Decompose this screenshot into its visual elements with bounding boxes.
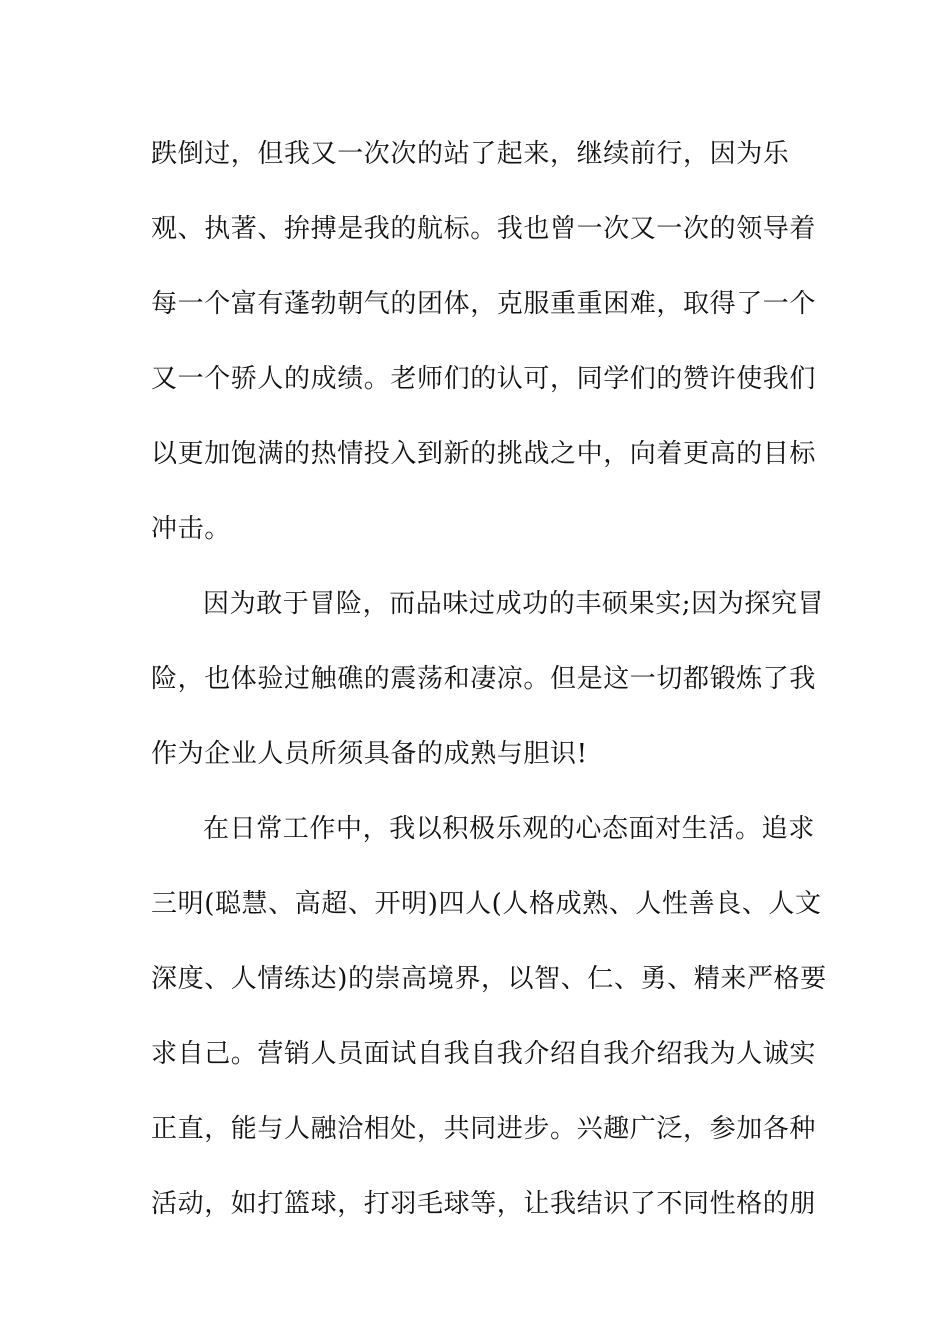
text-line: 又一个骄人的成绩。老师们的认可，同学们的赞许使我们	[151, 364, 817, 394]
text-line: 观、执著、拚搏是我的航标。我也曾一次又一次的领导着	[151, 214, 817, 244]
text-line: 冲击。	[151, 514, 231, 544]
document-body	[151, 126, 827, 1251]
text-line: 活动，如打篮球，打羽毛球等，让我结识了不同性格的朋	[151, 1189, 817, 1219]
text-line: 正直，能与人融洽相处，共同进步。兴趣广泛，参加各种	[151, 1114, 817, 1144]
paragraph-first-line: 在日常工作中，我以积极乐观的心态面对生活。追求	[203, 814, 815, 844]
text-line: 三明(聪慧、高超、开明)四人(人格成熟、人性善良、人文	[151, 889, 822, 919]
text-line: 求自己。营销人员面试自我自我介绍自我介绍我为人诚实	[151, 1039, 817, 1069]
text-line: 险，也体验过触礁的震荡和凄凉。但是这一切都锻炼了我	[151, 664, 817, 694]
paragraph-first-line: 因为敢于冒险，而品味过成功的丰硕果实;因为探究冒	[203, 589, 825, 619]
text-line: 跌倒过，但我又一次次的站了起来，继续前行，因为乐	[151, 139, 790, 169]
text-line: 作为企业人员所须具备的成熟与胆识!	[151, 739, 588, 769]
text-line: 每一个富有蓬勃朝气的团体，克服重重困难，取得了一个	[151, 289, 817, 319]
text-line: 以更加饱满的热情投入到新的挑战之中，向着更高的目标	[151, 439, 817, 469]
text-line: 深度、人情练达)的崇高境界，以智、仁、勇、精来严格要	[151, 964, 827, 994]
